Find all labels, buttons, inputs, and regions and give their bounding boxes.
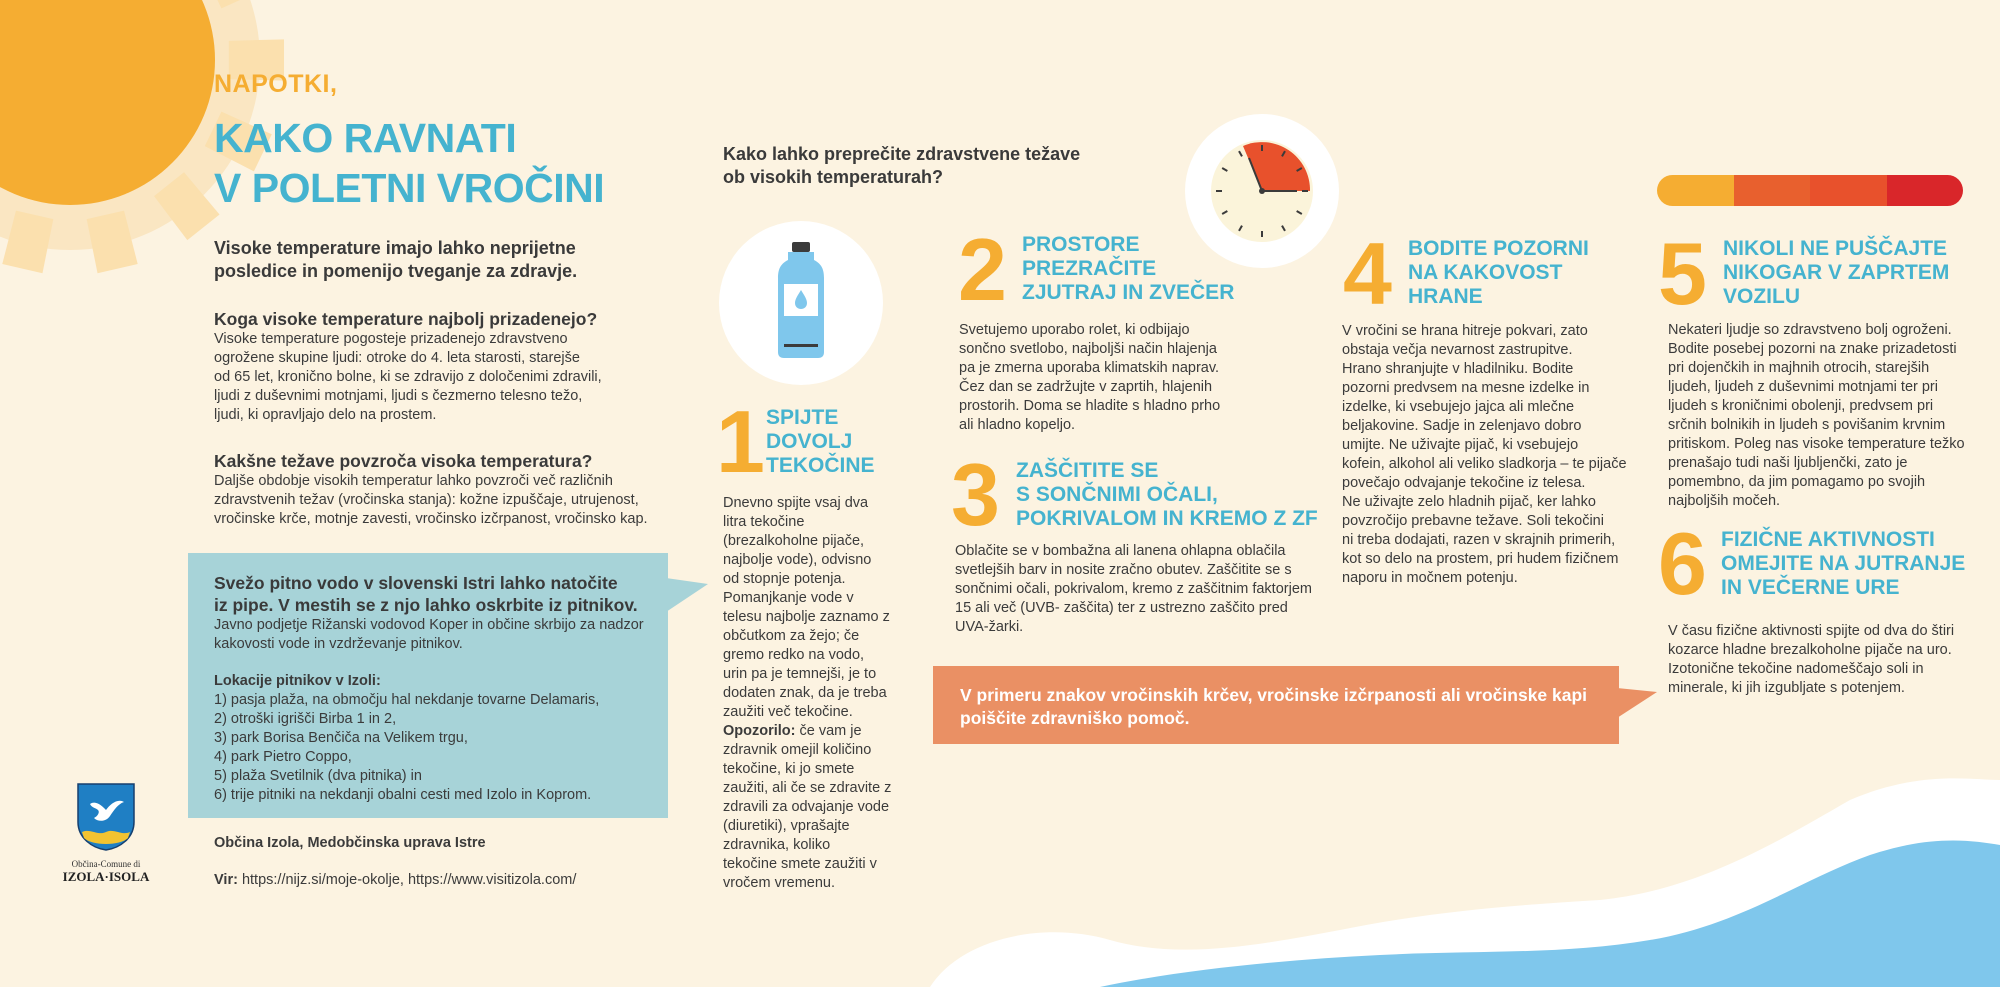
water-box-content bbox=[214, 572, 644, 805]
warning-line: zdravnik omejil količino bbox=[723, 742, 872, 758]
step-body-line: naporu in močnem potenju. bbox=[1342, 570, 1518, 586]
warning-line: zaužiti, ali če se zdravite z bbox=[723, 780, 892, 796]
who-section bbox=[214, 308, 602, 425]
step-title-line: OMEJITE NA JUTRANJE bbox=[1721, 552, 1966, 575]
step-body-line: srčnih bolnikih in ljudeh s povišanim krvnim bbox=[1668, 417, 1946, 433]
step-body-line: UVA-žarki. bbox=[955, 619, 1024, 635]
heat-scale-segment bbox=[1657, 175, 1734, 206]
step-title-line: PREZRAČITE bbox=[1022, 257, 1157, 280]
step-5-title bbox=[1723, 237, 1949, 309]
header bbox=[214, 70, 604, 213]
step-body-line: telesu najbolje zaznamo z bbox=[723, 609, 890, 625]
who-line: od 65 let, kronično bolne, ki se zdravijo z določenimi zdravili, bbox=[214, 369, 602, 385]
warning-line: zdravili za odvajanje vode bbox=[723, 799, 890, 815]
location-item: 1) pasja plaža, na območju hal nekdanje tovarne Delamaris, bbox=[214, 692, 600, 708]
water-box-pointer bbox=[666, 578, 708, 618]
step-body-line: ali hladno kopeljo. bbox=[959, 417, 1076, 433]
step-title-line: ZJUTRAJ IN ZVEČER bbox=[1022, 281, 1235, 304]
step-title-line: PROSTORE bbox=[1022, 233, 1140, 256]
step-body-line: povečajo odvajanje tekočine iz telesa. bbox=[1342, 475, 1586, 491]
step-title-line: ZAŠČITITE SE bbox=[1016, 459, 1159, 482]
step-body-line: Ne uživajte zelo hladnih pijač, ker lahko bbox=[1342, 494, 1596, 510]
warning-line: zdravnika, koliko bbox=[723, 837, 831, 853]
intro bbox=[214, 237, 577, 283]
step-body-line: dodaten znak, da je treba bbox=[723, 685, 887, 701]
step-body-line: kofein, alkohol ali veliko sladkorja – te pijače bbox=[1342, 456, 1627, 472]
problems-line: zdravstvenih težav (vročinska stanja): kožne izpuščaje, utrujenost, bbox=[214, 492, 639, 508]
step-5-body bbox=[1668, 321, 1965, 511]
step-body-line: ni treba dodajati, razen v skrajnih primerih, bbox=[1342, 532, 1616, 548]
doctor-box-pointer bbox=[1617, 688, 1657, 724]
step-body-line: umijte. Ne uživajte pijač, ki vsebujejo bbox=[1342, 437, 1579, 453]
footer-source-links[interactable]: https://nijz.si/moje-okolje, https://www.visitizola.com/ bbox=[241, 872, 577, 888]
step-title-line: S SONČNIMI OČALI, bbox=[1016, 483, 1218, 506]
problems-line: Daljše obdobje visokih temperatur lahko povzroči več različnih bbox=[214, 473, 613, 489]
step-1-body bbox=[723, 494, 891, 893]
logo-line1: Občina-Comune di bbox=[71, 859, 141, 869]
step-5-number: 5 bbox=[1658, 224, 1707, 323]
step-body-line: obstaja večja nevarnost zastrupitve. bbox=[1342, 342, 1573, 358]
step-body-line: litra tekočine bbox=[723, 514, 805, 530]
step-title-line: HRANE bbox=[1408, 285, 1483, 308]
who-line: ljudi z duševnimi motnjami, ljudi s čezmerno telesno težo, bbox=[214, 388, 583, 404]
water-bottle-icon bbox=[770, 240, 832, 360]
step-body-line: najboljših močeh. bbox=[1668, 493, 1781, 509]
step-body-line: zaužiti več tekočine. bbox=[723, 704, 853, 720]
location-item: 3) park Borisa Benčiča na Velikem trgu, bbox=[214, 730, 468, 746]
who-line: Visoke temperature pogosteje prizadenejo zdravstveno bbox=[214, 331, 568, 347]
step-2-body bbox=[959, 321, 1220, 435]
step-body-line: kot so delo na prostem, pri hudem fizičnem bbox=[1342, 551, 1619, 567]
step-body-line: (brezalkoholne pijače, bbox=[723, 533, 865, 549]
question-line: ob visokih temperaturah? bbox=[723, 167, 944, 187]
municipality-logo bbox=[56, 782, 156, 885]
step-title-line: VOZILU bbox=[1723, 285, 1800, 308]
step-title-line: TEKOČINE bbox=[766, 454, 875, 477]
warning-line: tekočine, ki jo smete bbox=[723, 761, 855, 777]
step-body-line: Dnevno spijte vsaj dva bbox=[723, 495, 869, 511]
step-3-body bbox=[955, 542, 1312, 637]
step-4-body bbox=[1342, 322, 1627, 588]
warning-label: Opozorilo: bbox=[723, 723, 796, 739]
locations-heading: Lokacije pitnikov v Izoli: bbox=[214, 673, 381, 689]
water-box-heading-line: iz pipe. V mestih se z njo lahko oskrbite iz pitnikov. bbox=[214, 595, 638, 615]
warning-line: vročem vremenu. bbox=[723, 875, 836, 891]
step-body-line: pa je zmerna uporaba klimatskih naprav. bbox=[959, 360, 1220, 376]
step-body-line: Svetujemo uporabo rolet, ki odbijajo bbox=[959, 322, 1190, 338]
step-body-line: urin pa je temnejši, je to bbox=[723, 666, 877, 682]
page-title-line: V POLETNI VROČINI bbox=[214, 165, 605, 211]
step-6-title bbox=[1721, 528, 1965, 600]
step-body-line: Oblačite se v bombažna ali lanena ohlapna oblačila bbox=[955, 543, 1286, 559]
who-line: ogrožene skupine ljudi: otroke do 4. leta starosti, starejše bbox=[214, 350, 580, 366]
question-line: Kako lahko preprečite zdravstvene težave bbox=[723, 144, 1081, 164]
warning-line: tekočine smete zaužiti v bbox=[723, 856, 877, 872]
location-item: 2) otroški igrišči Birba 1 in 2, bbox=[214, 711, 397, 727]
doctor-advice-line: V primeru znakov vročinskih krčev, vročinske izčrpanosti ali vročinske kapi bbox=[960, 685, 1588, 705]
step-body-line: najbolje vode), odvisno bbox=[723, 552, 872, 568]
page-title-line: KAKO RAVNATI bbox=[214, 115, 517, 161]
step-body-line: prenašajo tudi naši ljubljenčki, zato je bbox=[1668, 455, 1908, 471]
warning-line: če vam je bbox=[795, 723, 862, 739]
footer bbox=[214, 834, 576, 890]
step-title-line: NIKOLI NE PUŠČAJTE bbox=[1723, 237, 1948, 260]
step-1-number: 1 bbox=[716, 392, 765, 491]
heat-scale-segment bbox=[1734, 175, 1811, 206]
step-title-line: BODITE POZORNI bbox=[1408, 237, 1589, 260]
step-title-line: NIKOGAR V ZAPRTEM bbox=[1723, 261, 1950, 284]
step-body-line: pri dojenčkih in majhnih otrocih, starejših bbox=[1668, 360, 1930, 376]
step-body-line: Izotonične tekočine nadomeščajo soli in bbox=[1668, 661, 1924, 677]
step-2-number: 2 bbox=[958, 220, 1007, 319]
location-item: 4) park Pietro Coppo, bbox=[214, 749, 352, 765]
step-body-line: Čez dan se zadržujte v zaprtih, hlajenih bbox=[959, 379, 1213, 395]
coat-of-arms-dove-icon bbox=[76, 782, 136, 852]
step-title-line: IN VEČERNE URE bbox=[1721, 576, 1900, 599]
step-6-body bbox=[1668, 622, 1954, 698]
step-body-line: gremo redko na vodo, bbox=[723, 647, 865, 663]
step-body-line: izdelke, ki vsebujejo jajca ali mlečne bbox=[1342, 399, 1575, 415]
step-body-line: beljakovine. Sadje in zelenjavo dobro bbox=[1342, 418, 1582, 434]
who-line: ljudi, ki opravljajo delo na prostem. bbox=[214, 407, 437, 423]
logo-line2: IZOLA·ISOLA bbox=[62, 869, 150, 884]
page-title bbox=[214, 113, 604, 213]
step-body-line: minerale, ki jih izgubljate s potenjem. bbox=[1668, 680, 1905, 696]
step-3-title bbox=[1016, 459, 1318, 531]
step-body-line: pozorni predvsem na mesne izdelke in bbox=[1342, 380, 1590, 396]
intro-line: Visoke temperature imajo lahko neprijetne bbox=[214, 238, 576, 258]
intro-line: posledice in pomenijo tveganje za zdravje. bbox=[214, 261, 578, 281]
problems-line: vročinske krče, motnje zavesti, vročinsko izčrpanost, vročinsko kap. bbox=[214, 511, 648, 527]
who-heading: Koga visoke temperature najbolj prizadenejo? bbox=[214, 309, 598, 329]
step-title-line: POKRIVALOM IN KREMO Z ZF bbox=[1016, 507, 1318, 530]
footer-source-label: Vir: bbox=[214, 872, 238, 888]
step-body-line: pomembno, da jim pomagamo po svojih bbox=[1668, 474, 1926, 490]
step-body-line: občutkom za žejo; če bbox=[723, 628, 860, 644]
step-body-line: V vročini se hrana hitreje pokvari, zato bbox=[1342, 323, 1588, 339]
step-title-line: DOVOLJ bbox=[766, 430, 853, 453]
step-body-line: kozarce hladne brezalkoholne pijače na uro. bbox=[1668, 642, 1952, 658]
location-item: 5) plaža Svetilnik (dva pitnika) in bbox=[214, 768, 422, 784]
step-body-line: Bodite posebej pozorni na znake prizadetosti bbox=[1668, 341, 1957, 357]
step-body-line: Hrano shranjujte v hladilniku. Bodite bbox=[1342, 361, 1574, 377]
water-box-body-line: Javno podjetje Rižanski vodovod Koper in občine skrbijo za nadzor bbox=[214, 617, 644, 633]
step-body-line: ljudeh s kroničnimi obolenji, predvsem pri bbox=[1668, 398, 1934, 414]
header-kicker: NAPOTKI, bbox=[214, 70, 338, 98]
doctor-advice-line: poiščite zdravniško pomoč. bbox=[960, 708, 1190, 728]
location-item: 6) trije pitniki na nekdanji obalni cesti med Izolo in Koprom. bbox=[214, 787, 592, 803]
step-title-line: FIZIČNE AKTIVNOSTI bbox=[1721, 528, 1935, 551]
step-body-line: sončno svetlobo, najboljši način hlajenja bbox=[959, 341, 1217, 357]
step-body-line: Pomanjkanje vode v bbox=[723, 590, 854, 606]
problems-heading: Kakšne težave povzroča visoka temperatura? bbox=[214, 451, 593, 471]
step-body-line: od stopnje potenja. bbox=[723, 571, 846, 587]
heat-scale-bar bbox=[1657, 175, 1963, 206]
step-body-line: sončnimi očali, pokrivalom, kremo z zaščitnim faktorjem bbox=[955, 581, 1312, 597]
water-box-heading-line: Svežo pitno vodo v slovenski Istri lahko natočite bbox=[214, 573, 618, 593]
step-6-number: 6 bbox=[1658, 514, 1707, 613]
problems-section bbox=[214, 450, 648, 529]
step-1-title bbox=[766, 406, 875, 478]
heat-scale-segment bbox=[1810, 175, 1887, 206]
step-body-line: 15 ali več (UVB- zaščita) ter z ustrezno zaščito pred bbox=[955, 600, 1288, 616]
step-body-line: pritiskom. Poleg nas visoke temperature težko bbox=[1668, 436, 1965, 452]
question bbox=[723, 143, 1080, 189]
footer-org: Občina Izola, Medobčinska uprava Istre bbox=[214, 835, 486, 851]
water-box-body-line: kakovosti vode in vzdrževanje pitnikov. bbox=[214, 636, 463, 652]
step-body-line: prostorih. Doma se hladite s hladno prho bbox=[959, 398, 1221, 414]
step-body-line: svetlejših barv in nosite zračno obutev. Zaščitite se s bbox=[955, 562, 1292, 578]
step-body-line: Nekateri ljudje so zdravstveno bolj ogroženi. bbox=[1668, 322, 1952, 338]
step-body-line: povzročijo prebavne težave. Soli tekočini bbox=[1342, 513, 1604, 529]
doctor-advice-text bbox=[960, 684, 1587, 730]
step-title-line: SPIJTE bbox=[766, 406, 839, 429]
step-3-number: 3 bbox=[951, 445, 1000, 544]
clock-icon bbox=[1209, 138, 1315, 244]
step-title-line: NA KAKOVOST bbox=[1408, 261, 1563, 284]
step-2-title bbox=[1022, 233, 1234, 305]
step-body-line: ljudeh, ljudeh z duševnimi motnjami ter pri bbox=[1668, 379, 1938, 395]
step-4-number: 4 bbox=[1343, 224, 1392, 323]
warning-line: (diuretiki), vprašajte bbox=[723, 818, 850, 834]
step-body-line: V času fizične aktivnosti spijte od dva do štiri bbox=[1668, 623, 1955, 639]
step-4-title bbox=[1408, 237, 1589, 309]
heat-scale-segment bbox=[1887, 175, 1964, 206]
